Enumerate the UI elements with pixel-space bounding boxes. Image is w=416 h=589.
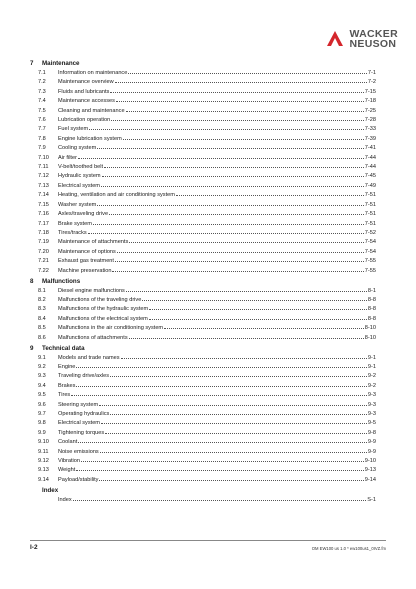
toc-entry[interactable] <box>30 219 376 228</box>
toc-entry[interactable] <box>30 418 376 427</box>
dot-leader <box>149 304 367 310</box>
dot-leader <box>76 465 363 471</box>
entry-page: 9-9 <box>367 448 376 455</box>
toc-entry[interactable] <box>30 295 376 304</box>
dot-leader <box>78 153 364 159</box>
entry-number: 9.1 <box>38 354 46 361</box>
entry-title: Fluids and lubricants <box>58 88 110 95</box>
entry-number: 7.8 <box>38 135 46 142</box>
dot-leader <box>123 134 364 140</box>
toc-entry[interactable] <box>30 228 376 237</box>
entry-title: Malfunctions of the electrical system <box>58 315 148 322</box>
entry-number: 8.2 <box>38 296 46 303</box>
toc-entry[interactable] <box>30 134 376 143</box>
dot-leader <box>101 181 364 187</box>
toc-entry[interactable] <box>30 314 376 323</box>
toc-entry[interactable] <box>30 390 376 399</box>
dot-leader <box>100 447 367 453</box>
entry-title: Malfunctions in the air conditioning system <box>58 325 164 332</box>
toc-entry[interactable] <box>30 171 376 180</box>
toc-entry[interactable] <box>30 153 376 162</box>
entry-title: Electrical system <box>58 420 100 427</box>
section-number: 8 <box>30 277 34 285</box>
dot-leader <box>89 124 364 130</box>
entry-number: 7.22 <box>38 267 49 274</box>
dot-leader <box>115 256 364 262</box>
entry-number: 9.8 <box>38 420 46 427</box>
toc-entry[interactable] <box>30 106 376 115</box>
entry-number: 9.2 <box>38 363 46 370</box>
entry-title: Traveling drive/axles <box>58 373 110 380</box>
entry-title: Lubrication operation <box>58 117 111 124</box>
dot-leader <box>97 200 363 206</box>
dot-leader <box>76 381 366 387</box>
dot-leader <box>109 209 364 215</box>
entry-title: Vibration <box>58 458 80 465</box>
entry-number: 7.21 <box>38 258 49 265</box>
entry-number: 9.12 <box>38 458 49 465</box>
toc-entry[interactable] <box>30 190 376 199</box>
entry-page: 7-1 <box>367 70 376 76</box>
section-number: 9 <box>30 344 34 352</box>
entry-number: 7.2 <box>38 79 46 86</box>
dot-leader <box>81 456 364 462</box>
toc-entry[interactable] <box>30 428 376 437</box>
dot-leader <box>142 295 367 301</box>
toc-entry[interactable] <box>30 304 376 313</box>
entry-number: 7.18 <box>38 229 49 236</box>
entry-page: 7-41 <box>364 145 376 152</box>
section-heading <box>30 278 376 286</box>
entry-number: 9.6 <box>38 401 46 408</box>
toc-entry[interactable] <box>30 362 376 371</box>
entry-page: 8-8 <box>367 296 376 303</box>
entry-page: 9-10 <box>364 458 376 465</box>
entry-number: 8.4 <box>38 315 46 322</box>
toc-entry[interactable] <box>30 323 376 332</box>
entry-number: 7.3 <box>38 88 46 95</box>
entry-page: 8-8 <box>367 306 376 313</box>
dot-leader <box>164 323 364 329</box>
entry-title: Maintenance accesses <box>58 98 115 105</box>
entry-number: 8.3 <box>38 306 46 313</box>
entry-number: 7.16 <box>38 211 49 218</box>
section-heading <box>30 345 376 353</box>
section-title: Technical data <box>42 344 85 352</box>
entry-number: 7.10 <box>38 154 49 161</box>
entry-page: 9-2 <box>367 382 376 389</box>
toc-section <box>30 487 376 504</box>
entry-title: Electrical system <box>58 182 100 189</box>
entry-title: Models and trade names <box>58 354 120 361</box>
dot-leader <box>110 87 363 93</box>
entry-number: 9.10 <box>38 439 49 446</box>
entry-number: 7.9 <box>38 145 46 152</box>
toc-entry[interactable] <box>30 381 376 390</box>
toc-entry[interactable] <box>30 447 376 456</box>
entry-number: 7.12 <box>38 173 49 180</box>
entry-page: 7-44 <box>364 164 376 171</box>
entry-page: 7-51 <box>364 220 376 227</box>
entry-title: Heating, ventilation and air conditioning system <box>58 192 175 199</box>
entry-number: 9.11 <box>38 448 49 455</box>
toc-entry[interactable] <box>30 400 376 409</box>
entry-number: 9.5 <box>38 392 46 399</box>
entry-number: 8.6 <box>38 334 46 341</box>
entry-number: 7.6 <box>38 117 46 124</box>
toc-entry[interactable] <box>30 371 376 380</box>
entry-title: Payload/stability <box>58 476 99 483</box>
entry-page: 7-15 <box>364 88 376 95</box>
entry-title: Machine preservation <box>58 267 112 274</box>
entry-title: Fuel system <box>58 126 89 133</box>
entry-title: Malfunctions of the traveling drive <box>58 296 142 303</box>
entry-page: 7-52 <box>364 229 376 236</box>
toc-entry[interactable] <box>30 333 376 342</box>
dot-leader <box>112 266 363 272</box>
entry-title: Air filter <box>58 154 77 161</box>
dot-leader <box>99 475 363 481</box>
toc-entry[interactable] <box>30 237 376 246</box>
entry-page: 7-55 <box>364 267 376 274</box>
entry-page: 9-3 <box>367 392 376 399</box>
dot-leader <box>149 314 367 320</box>
brand-logo <box>324 28 398 50</box>
dot-leader <box>105 428 367 434</box>
toc-entry[interactable] <box>30 353 376 362</box>
entry-page: 9-1 <box>367 363 376 370</box>
toc-entry[interactable] <box>30 68 376 77</box>
entry-page: 9-9 <box>367 439 376 446</box>
toc-entry[interactable] <box>30 77 376 86</box>
entry-number: 7.4 <box>38 98 46 105</box>
dot-leader <box>99 400 367 406</box>
entry-title: Hydraulic system <box>58 173 101 180</box>
entry-page: 7-28 <box>364 117 376 124</box>
entry-title: Noise emissions <box>58 448 99 455</box>
dot-leader <box>102 171 364 177</box>
dot-leader <box>78 437 367 443</box>
entry-page: 7-51 <box>364 211 376 218</box>
entry-number: 9.9 <box>38 429 46 436</box>
entry-page: 9-3 <box>367 411 376 417</box>
entry-page: 9-14 <box>364 476 376 483</box>
entry-page: 8-8 <box>367 315 376 322</box>
toc-section <box>30 345 376 485</box>
dot-leader <box>88 228 364 234</box>
entry-number: 7.15 <box>38 201 49 208</box>
toc-entry[interactable] <box>30 209 376 218</box>
dot-leader <box>101 418 367 424</box>
dot-leader <box>176 190 364 196</box>
entry-title: Tires <box>58 392 71 399</box>
entry-number: 8.1 <box>38 287 46 294</box>
dot-leader <box>129 333 364 339</box>
entry-title: V-belt/toothed belt <box>58 164 104 171</box>
toc-entry[interactable] <box>30 437 376 446</box>
entry-title: Maintenance overview <box>58 79 114 86</box>
toc-entry[interactable] <box>30 200 376 209</box>
section-title: Index <box>42 486 59 494</box>
entry-number: 7.1 <box>38 70 46 76</box>
entry-page: 9-3 <box>367 401 376 408</box>
section-heading <box>30 60 376 68</box>
entry-title: Malfunctions of attachments <box>58 334 128 341</box>
entry-number: 7.13 <box>38 182 49 189</box>
entry-title: Maintenance of attachments <box>58 239 129 246</box>
entry-page: 7-44 <box>364 154 376 161</box>
entry-page: 7-25 <box>364 107 376 114</box>
toc-entry[interactable] <box>30 286 376 295</box>
toc-entry[interactable] <box>30 87 376 96</box>
dot-leader <box>93 219 364 225</box>
dot-leader <box>104 162 364 168</box>
wacker-neuson-logo-icon <box>324 28 346 50</box>
table-of-contents <box>30 60 376 507</box>
dot-leader <box>117 247 364 253</box>
brand-line-1: WACKER <box>349 28 398 40</box>
entry-title: Steering system <box>58 401 99 408</box>
entry-number: 8.5 <box>38 325 46 332</box>
entry-page: 7-49 <box>364 182 376 189</box>
toc-entry[interactable] <box>30 115 376 124</box>
toc-section <box>30 278 376 342</box>
toc-entry[interactable] <box>30 465 376 474</box>
entry-page: S-1 <box>367 496 376 503</box>
entry-page: 9-2 <box>367 373 376 380</box>
dot-leader <box>115 77 367 83</box>
entry-title: Engine <box>58 363 76 370</box>
section-number: 7 <box>30 60 34 67</box>
entry-title: Operating hydraulics <box>58 411 110 417</box>
toc-entry[interactable] <box>30 495 376 504</box>
entry-page: 7-45 <box>364 173 376 180</box>
entry-number: 9.14 <box>38 476 49 483</box>
entry-title: Index <box>58 496 72 503</box>
entry-number: 7.14 <box>38 192 49 199</box>
entry-number: 9.7 <box>38 411 46 417</box>
toc-entry[interactable] <box>30 181 376 190</box>
dot-leader <box>110 409 367 415</box>
entry-number: 7.20 <box>38 248 49 255</box>
toc-entry[interactable] <box>30 256 376 265</box>
dot-leader <box>116 96 364 102</box>
toc-entry[interactable] <box>30 124 376 133</box>
entry-title: Axles/traveling drive <box>58 211 109 218</box>
entry-title: Maintenance of options <box>58 248 116 255</box>
entry-title: Tires/tracks <box>58 229 87 236</box>
entry-number: 7.11 <box>38 164 49 171</box>
footer-divider <box>30 540 386 541</box>
toc-entry[interactable] <box>30 162 376 171</box>
entry-number: 7.5 <box>38 107 46 114</box>
dot-leader <box>126 286 367 292</box>
entry-page: 7-39 <box>364 135 376 142</box>
entry-page: 7-51 <box>364 192 376 199</box>
section-title: Maintenance <box>42 60 80 67</box>
toc-entry[interactable] <box>30 409 376 418</box>
toc-entry[interactable] <box>30 96 376 105</box>
toc-entry[interactable] <box>30 143 376 152</box>
entry-page: 7-2 <box>367 79 376 86</box>
entry-title: Brakes <box>58 382 76 389</box>
entry-page: 7-51 <box>364 201 376 208</box>
toc-entry[interactable] <box>30 475 376 484</box>
entry-page: 9-5 <box>367 420 376 427</box>
entry-number: 9.4 <box>38 382 46 389</box>
entry-title: Tightening torques <box>58 429 105 436</box>
entry-number: 9.3 <box>38 373 46 380</box>
entry-page: 7-18 <box>364 98 376 105</box>
entry-page: 7-55 <box>364 258 376 265</box>
dot-leader <box>110 371 367 377</box>
entry-title: Coolant <box>58 439 78 446</box>
section-title: Malfunctions <box>42 277 81 285</box>
dot-leader <box>73 495 367 501</box>
footer-file-name: OM EW100 us 1.0 * ew100us1_0IVZ.fm <box>311 546 386 551</box>
entry-title: Weight <box>58 467 76 474</box>
brand-line-2: NEUSON <box>349 38 397 50</box>
dot-leader <box>129 237 364 243</box>
entry-number: 7.7 <box>38 126 46 133</box>
entry-page: 9-13 <box>364 467 376 474</box>
brand-wordmark <box>350 29 398 49</box>
entry-page: 7-54 <box>364 248 376 255</box>
entry-title: Brake system <box>58 220 92 227</box>
toc-entry[interactable] <box>30 456 376 465</box>
dot-leader <box>126 106 364 112</box>
dot-leader <box>97 143 364 149</box>
toc-entry[interactable] <box>30 266 376 275</box>
entry-title: Exhaust gas treatment <box>58 258 114 265</box>
dot-leader <box>76 362 366 368</box>
entry-page: 7-54 <box>364 239 376 246</box>
entry-title: Cleaning and maintenance <box>58 107 125 114</box>
entry-title: Washer system <box>58 201 97 208</box>
entry-page: 7-33 <box>364 126 376 133</box>
entry-title: Engine lubrication system <box>58 135 122 142</box>
entry-number: 7.17 <box>38 220 49 227</box>
entry-number: 9.13 <box>38 467 49 474</box>
dot-leader <box>71 390 367 396</box>
dot-leader <box>128 68 367 74</box>
entry-title: Diesel engine malfunctions <box>58 287 125 294</box>
entry-page: 8-10 <box>364 325 376 332</box>
entry-number: 7.19 <box>38 239 49 246</box>
dot-leader <box>111 115 364 121</box>
entry-page: 9-1 <box>367 354 376 361</box>
toc-section <box>30 60 376 275</box>
entry-title: Cooling system <box>58 145 97 152</box>
entry-page: 8-1 <box>367 287 376 294</box>
section-heading <box>30 487 376 495</box>
section-number <box>30 487 42 495</box>
footer-page-number: I-2 <box>30 544 38 551</box>
entry-title: Information on maintenance <box>58 70 128 76</box>
entry-title: Malfunctions of the hydraulic system <box>58 306 149 313</box>
entry-page: 9-8 <box>367 429 376 436</box>
entry-page: 8-10 <box>364 334 376 341</box>
toc-entry[interactable] <box>30 247 376 256</box>
dot-leader <box>121 353 367 359</box>
